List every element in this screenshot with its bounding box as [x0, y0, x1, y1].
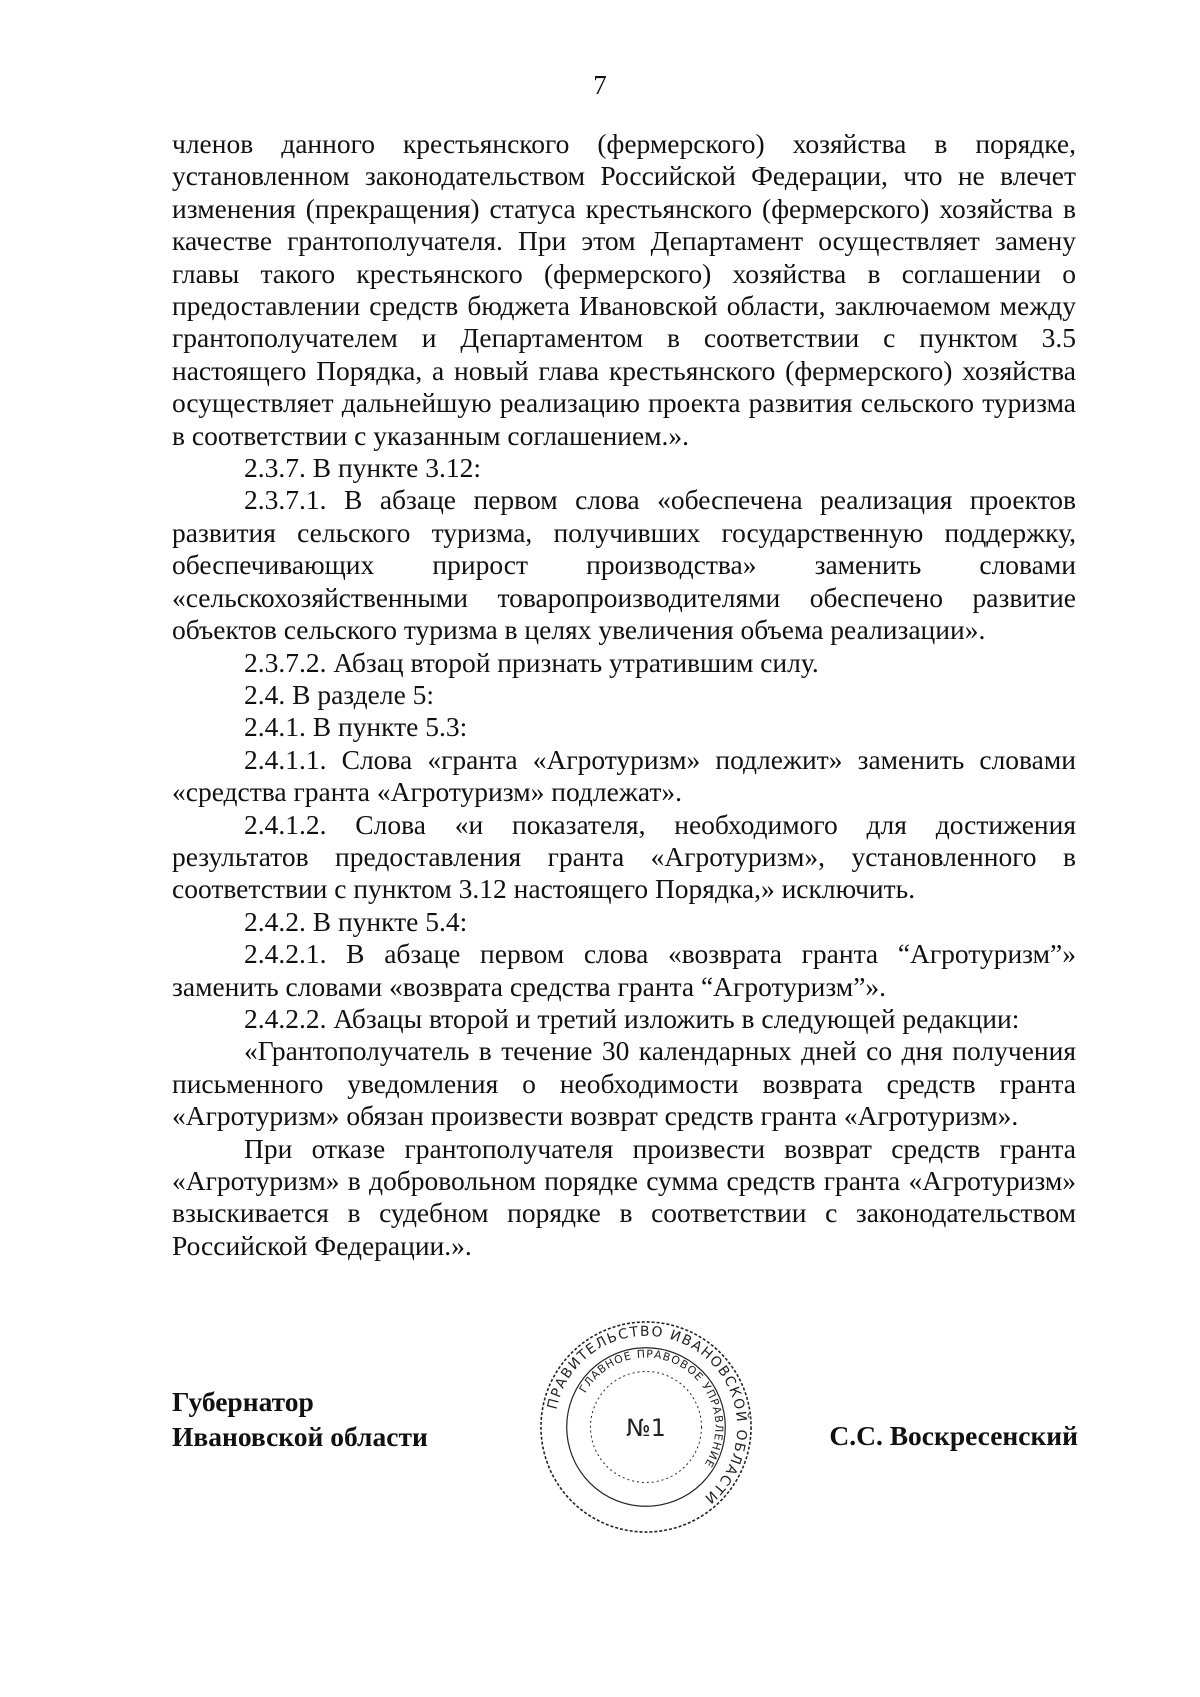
document-body [172, 128, 1076, 1262]
paragraph-11: 2.4.2.2. Абзацы второй и третий изложить в следующей редакции: [244, 1002, 1020, 1034]
signatory-name: С.С. Воскресенский [829, 1420, 1078, 1451]
paragraph-2: 2.3.7. В пункте 3.12: [244, 452, 482, 484]
paragraph-4: 2.3.7.2. Абзац второй признать утратившим силу. [244, 646, 819, 678]
official-seal [537, 1318, 755, 1536]
signatory-position-line-1: Губернатор [172, 1386, 314, 1417]
seal-graphic [537, 1318, 755, 1536]
seal-outer-text: ПРАВИТЕЛЬСТВО ИВАНОВСКОЙ ОБЛАСТИ [544, 1323, 750, 1508]
paragraph-7: 2.4.1.1. Слова «гранта «Агротуризм» подлежит» заменить словами «средства гранта «Агротуризм» подлежат». [172, 743, 1076, 808]
page-number: 7 [593, 70, 607, 100]
paragraph-3: 2.3.7.1. В абзаце первом слова «обеспечена реализация проектов развития сельского туризма, получивших государственную поддержку, обеспечивающих прирост производства» заменить словами «сельскохозяйственными товаропроизводителями обеспечено развитие объектов сельского туризма в целях увеличения объема реализации». [172, 484, 1076, 646]
paragraph-13: При отказе грантополучателя произвести возврат средств гранта «Агротуризм» в добровольном порядке сумма средств гранта «Агротуризм» взыскивается в судебном порядке в соответствии с законодательством Российской Федерации.». [172, 1132, 1076, 1261]
seal-number: №1 [626, 1413, 666, 1442]
paragraph-9: 2.4.2. В пункте 5.4: [244, 905, 468, 937]
seal-inner-text: ГЛАВНОЕ ПРАВОВОЕ УПРАВЛЕНИЕ [576, 1347, 726, 1471]
paragraph-1: членов данного крестьянского (фермерского) хозяйства в порядке, установленном законодательством Российской Федерации, что не влечет изменения (прекращения) статуса крестьянского (фермерского) хозяйства в качестве грантополучателя. При этом Департамент осуществляет замену главы такого крестьянского (фермерского) хозяйства в соглашении о предоставлении средств бюджета Ивановской области, заключаемом между грантополучателем и Департаментом в соответствии с пунктом 3.5 настоящего Порядка, а новый глава крестьянского (фермерского) хозяйства осуществляет дальнейшую реализацию проекта развития сельского туризма в соответствии с указанным соглашением.». [172, 128, 1076, 451]
paragraph-10: 2.4.2.1. В абзаце первом слова «возврата гранта “Агротуризм”» заменить словами «возврата средства гранта “Агротуризм”». [172, 938, 1076, 1002]
paragraph-6: 2.4.1. В пункте 5.3: [244, 711, 468, 743]
signatory-position-line-2: Ивановской области [172, 1421, 428, 1452]
paragraph-12: «Грантополучатель в течение 30 календарных дней со дня получения письменного уведомления о необходимости возврата средств гранта «Агротуризм» обязан произвести возврат средств гранта «Агротуризм». [172, 1035, 1076, 1132]
signatory-position [172, 1384, 428, 1454]
paragraph-5: 2.4. В разделе 5: [244, 678, 435, 710]
paragraph-8: 2.4.1.2. Слова «и показателя, необходимого для достижения результатов предоставления гранта «Агротуризм», установленного в соответствии с пунктом 3.12 настоящего Порядка,» исключить. [172, 808, 1076, 905]
